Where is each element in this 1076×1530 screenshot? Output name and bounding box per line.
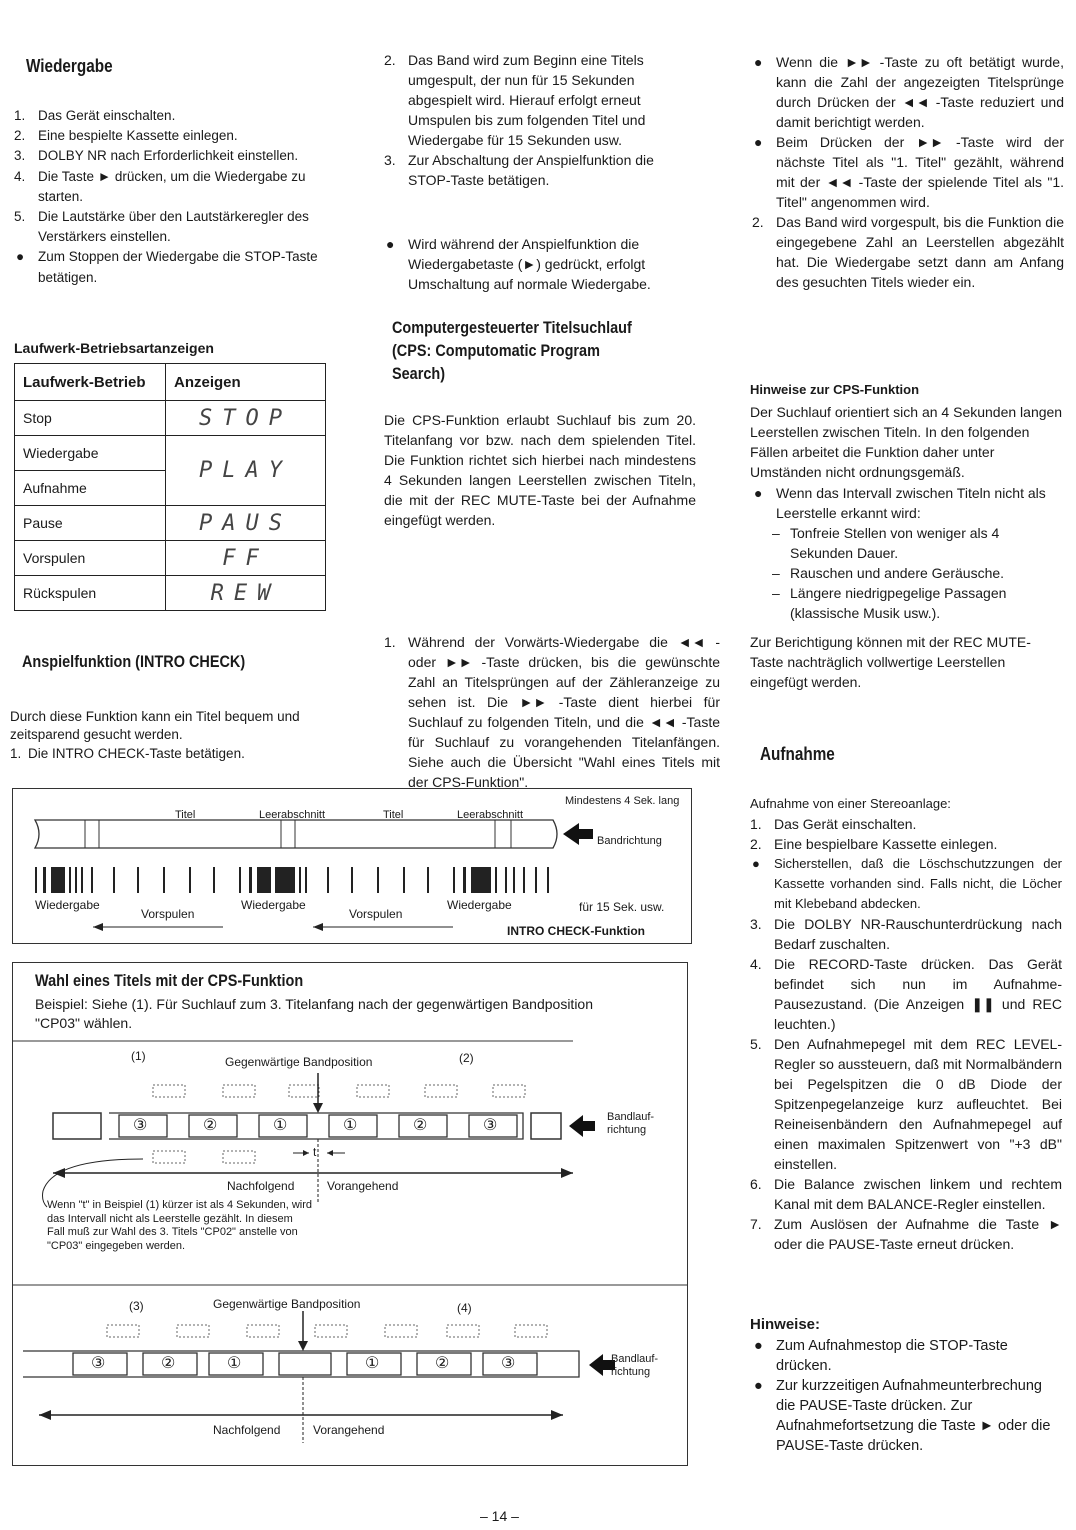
list-item: ● Zur kurzzeitigen Aufnahmeunterbrechung die PAUSE-Taste drücken. Zur Aufnahmefortsetzung die Taste ► oder die PAUSE-Taste drücken. (754, 1378, 1051, 1454)
circle-2: ② (161, 1355, 176, 1372)
intro-bullet: ● Wird während der Anspielfunktion die Wiedergabetaste (►) gedrückt, erfolgt Umschaltung auf normale Wiedergabe. (386, 236, 651, 292)
circle-1: ① (343, 1117, 358, 1134)
label-4: (4) (457, 1301, 472, 1315)
circle-2: ② (203, 1117, 218, 1134)
label-vorspulen-2: Vorspulen (349, 907, 403, 921)
label-2: (2) (459, 1051, 474, 1065)
label-titel-2: Titel (383, 809, 404, 821)
intro-steps (384, 50, 696, 190)
list-item: 2. Eine bespielte Kassette einlegen. (14, 128, 238, 144)
list-item: ● Sicherstellen, daß die Löschschutzzungen der Kassette vorhanden sind. Falls nicht, die Löcher mit Klebeband abdecken. (752, 856, 1062, 911)
label-intro-check: INTRO CHECK-Funktion (507, 924, 645, 938)
label-fuer15: für 15 Sek. usw. (579, 900, 665, 914)
label-vorangehend-1: Vorangehend (327, 1179, 399, 1193)
list-item: 3. Zur Abschaltung der Anspielfunktion die STOP-Taste betätigen. (384, 152, 654, 188)
hinweise-list: ● Wenn das Intervall zwischen Titeln nicht als Leerstelle erkannt wird: – Tonfreie Stellen von weniger als 4 Sekunden Dauer. – Rauschen und andere Geräusche. – Längere niedrigpegelige Passagen (klassische Musik usw.). (754, 485, 1046, 621)
wiedergabe-heading: Wiedergabe (26, 56, 113, 76)
label-t: t (313, 1145, 317, 1159)
list-item: 1. Das Gerät einschalten. (14, 108, 176, 123)
label-current-position-1: Gegenwärtige Bandposition (225, 1055, 373, 1069)
cps-step1: 1. Während der Vorwärts-Wiedergabe die ◄◄ - oder ►► -Taste drücken, bis die gewünschte Zahl an Titelsprüngen auf der Zähleranzeige zu sehen ist. Die ►► -Taste dient hierbei für Suchlauf zu folgenden Titeln, und die ◄◄ -Taste für Suchlauf zu vorangehenden Titelanfängen. Siehe auch die Übersicht "Wahl eines Titels mit der CPS-Funktion". (384, 634, 720, 790)
operation-table (14, 363, 326, 611)
aufnahme-intro: Aufnahme von einer Stereoanlage: (750, 796, 951, 811)
intro-heading: Anspielfunktion (INTRO CHECK) (22, 652, 246, 671)
hinweise-cps-heading: Hinweise zur CPS-Funktion (750, 382, 920, 397)
cps-note: Wenn "t" in Beispiel (1) kürzer ist als 4 Sekunden, wird das Intervall nicht als Leerstelle gezählt. In diesem Fall muß zur Wahl des 3. Titels "CP02" anstelle von "CP03" eingegeben werden. (47, 1199, 312, 1252)
list-item: 2. Eine bespielbare Kassette einlegen. (750, 836, 998, 852)
label-mindestens: Mindestens 4 Sek. lang (565, 795, 680, 807)
display-cell: REW (166, 576, 326, 611)
list-item: ● Zum Stoppen der Wiedergabe die STOP-Taste betätigen. (16, 249, 318, 285)
list-item: ● Beim Drücken der ►► -Taste wird der nächste Titel als "1. Titel" gezählt, während mit der ◄◄ -Taste der spielende Titel als "1. Titel" angenommen wird. (754, 134, 1064, 210)
display-cell: FF (166, 541, 326, 576)
circle-3: ③ (501, 1355, 516, 1372)
table-header: Anzeigen (166, 364, 326, 401)
label-leerabschnitt-1: Leerabschnitt (259, 809, 326, 821)
hinweise-heading: Hinweise: (750, 1316, 821, 1333)
label-current-position-2: Gegenwärtige Bandposition (213, 1297, 361, 1311)
label-wiedergabe-3: Wiedergabe (447, 898, 512, 912)
label-wiedergabe-2: Wiedergabe (241, 898, 306, 912)
label-nachfolgend-2: Nachfolgend (213, 1423, 281, 1437)
display-cell: PAUS (166, 506, 326, 541)
label-bandlauf-2: Bandlauf-richtung (611, 1353, 659, 1378)
table-cell: Wiedergabe (15, 436, 166, 471)
label-3: (3) (129, 1299, 144, 1313)
circle-3: ③ (91, 1355, 106, 1372)
list-item: 5. Die Lautstärke über den Lautstärkeregler des Verstärkers einstellen. (14, 209, 309, 245)
table-cell: Vorspulen (15, 541, 166, 576)
table-cell: Aufnahme (15, 471, 166, 506)
circle-1: ① (227, 1355, 242, 1372)
cps-bullets (752, 52, 1064, 292)
intro-step1: 1. Die INTRO CHECK-Taste betätigen. (10, 746, 245, 761)
list-item: ● Zum Aufnahmestop die STOP-Taste drücken. (754, 1338, 1008, 1374)
label-nachfolgend-1: Nachfolgend (227, 1179, 295, 1193)
list-item: 4. Die RECORD-Taste drücken. Das Gerät befindet sich nun im Aufnahme-Pausezustand. (Die Anzeigen ❚❚ und REC leuchten.) (750, 956, 1062, 1032)
hinweise-cps-text: Der Suchlauf orientiert sich an 4 Sekunden langen Leerstellen zwischen Titeln. In den folgenden Fällen arbeitet die Funktion daher unter Umständen nicht ordnungsgemäß. (750, 404, 1063, 480)
circle-2: ② (413, 1117, 428, 1134)
list-item: 7. Zum Auslösen der Aufnahme die Taste ► oder die PAUSE-Taste erneut drücken. (750, 1216, 1062, 1252)
label-vorangehend-2: Vorangehend (313, 1423, 385, 1437)
label-vorspulen-1: Vorspulen (141, 907, 195, 921)
list-item: 2. Das Band wird vorgespult, bis die Funktion die eingegebene Zahl an Leerstellen abgezählt hat. Die Wiedergabe setzt dann am Anfang des gesuchten Titels wieder ein. (752, 214, 1064, 290)
label-bandrichtung: Bandrichtung (597, 835, 662, 847)
cps-text: Die CPS-Funktion erlaubt Suchlauf bis zum 20. Titelanfang vor bzw. nach dem spielenden Titel. Die Funktion richtet sich hierbei nach mindestens 4 Sekunden langen Leerstellen zwischen Titeln, die mit der REC MUTE-Taste bei der Aufnahme eingefügt werden. (384, 412, 696, 528)
wiedergabe-steps (14, 106, 332, 288)
circle-3: ③ (483, 1117, 498, 1134)
circle-2: ② (435, 1355, 450, 1372)
list-item: 2. Das Band wird zum Beginn eine Titels umgespult, der nun für 15 Sekunden abgespielt wird. Hierauf erfolgt erneut Umspulen bis zum folgenden Titel und Wiedergabe für 15 Sekunden usw. (384, 52, 646, 148)
table-cell: Stop (15, 401, 166, 436)
label-titel-1: Titel (175, 809, 196, 821)
table-cell: Pause (15, 506, 166, 541)
label-bandlauf-1: Bandlauf-richtung (607, 1111, 655, 1136)
cps-diagram-text: Beispiel: Siehe (1). Für Suchlauf zum 3. Titelanfang nach der gegenwärtigen Bandposition "CP03" wählen. (35, 996, 594, 1031)
list-item: 1. Das Gerät einschalten. (750, 816, 917, 832)
table-cell: Rückspulen (15, 576, 166, 611)
table-header: Laufwerk-Betrieb (15, 364, 166, 401)
cps-heading-1: Computergesteuerter Titelsuchlauf (392, 318, 632, 337)
cps-heading-2: (CPS: Computomatic Program (392, 341, 600, 360)
aufnahme-steps (750, 814, 1062, 1254)
intro-text: Durch diese Funktion kann ein Titel bequem und zeitsparend gesucht werden. (10, 709, 300, 742)
list-item: 3. Die DOLBY NR-Rauschunterdrückung nach Bedarf zuschalten. (750, 916, 1062, 952)
label-leerabschnitt-2: Leerabschnitt (457, 809, 524, 821)
display-cell: STOP (166, 401, 326, 436)
list-item: 3. DOLBY NR nach Erforderlichkeit einstellen. (14, 148, 299, 164)
cps-diagram-title: Wahl eines Titels mit der CPS-Funktion (35, 971, 304, 990)
intro-check-diagram (12, 788, 692, 944)
table-title: Laufwerk-Betriebsartanzeigen (14, 340, 214, 356)
hinweise-bullets (752, 1336, 1064, 1456)
aufnahme-heading: Aufnahme (760, 744, 835, 764)
list-item: 6. Die Balance zwischen linkem und rechtem Kanal mit dem BALANCE-Regler einstellen. (750, 1176, 1062, 1212)
label-1: (1) (131, 1049, 146, 1063)
circle-1: ① (365, 1355, 380, 1372)
display-cell: PLAY (166, 436, 326, 506)
cps-diagram (12, 962, 688, 1466)
cps-heading-3: Search) (392, 364, 446, 383)
list-item: ● Wenn die ►► -Taste zu oft betätigt wurde, kann die Zahl der angezeigten Titelsprünge durch Drücken der ◄◄ -Taste reduziert und damit berichtigt werden. (754, 54, 1064, 130)
page-number: – 14 – (480, 1508, 519, 1524)
circle-1: ① (273, 1117, 288, 1134)
circle-3: ③ (133, 1117, 148, 1134)
hinweise-end: Zur Berichtigung können mit der REC MUTE-Taste nachträglich vollwertige Leerstellen eingefügt werden. (750, 634, 1031, 690)
list-item: 5. Den Aufnahmepegel mit dem REC LEVEL-Regler so aussteuern, daß mit Normalbändern bei Pegelspitzen die 0 dB Diode der Spitzenpegelanzeige kurz aufleuchtet. Bei Reineisenbändern den Aufnahmepegel auf einen maximalen Spitzenwert von "+3 dB" einstellen. (750, 1036, 1062, 1172)
list-item: 4. Die Taste ► drücken, um die Wiedergabe zu starten. (14, 168, 306, 204)
label-wiedergabe-1: Wiedergabe (35, 898, 100, 912)
